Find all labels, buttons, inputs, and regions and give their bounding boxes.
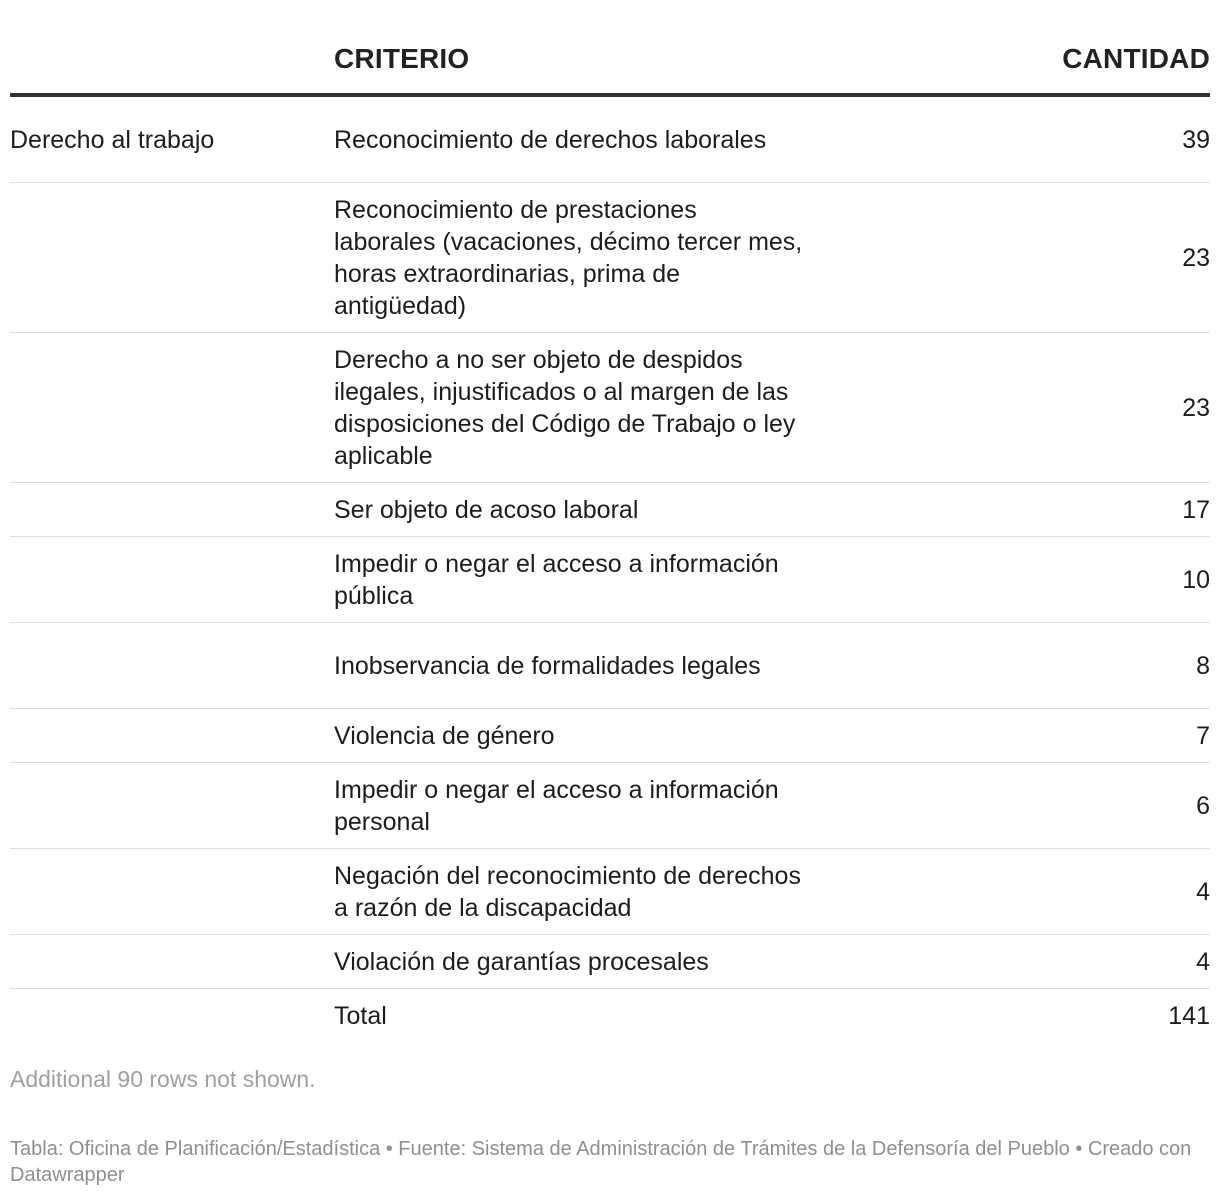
row-criterio: Derecho a no ser objeto de despidos ilegales, injustificados o al margen de las disposiciones del Código de Trabajo o ley aplicable [334,345,796,470]
row-cantidad: 6 [1196,791,1210,820]
table-row [10,183,1210,333]
row-criterio: Impedir o negar el acceso a información personal [334,775,779,836]
row-criterio: Reconocimiento de derechos laborales [334,125,767,154]
row-criterio: Violación de garantías procesales [334,947,709,976]
row-cantidad: 141 [1168,1002,1210,1030]
row-criterio: Total [334,1002,387,1030]
table-row [10,849,1210,935]
table-row [10,763,1210,849]
row-criterio: Impedir o negar el acceso a información pública [334,549,779,610]
row-criterio: Inobservancia de formalidades legales [334,651,761,680]
row-criterio: Violencia de género [334,721,555,750]
table-row [10,623,1210,709]
row-cantidad: 23 [1182,393,1210,422]
table-row [10,709,1210,763]
row-criterio: Reconocimiento de prestaciones laborales (vacaciones, décimo tercer mes, horas extraordinarias, prima de antigüedad) [334,195,803,320]
row-cantidad: 39 [1182,125,1210,154]
row-cantidad: 8 [1196,651,1210,680]
rows-hidden-note: Additional 90 rows not shown. [10,1066,316,1092]
row-cantidad: 4 [1196,877,1210,906]
table-row [10,989,1210,1043]
table-body [10,97,1210,1043]
header-cantidad[interactable]: CANTIDAD [1062,43,1210,74]
row-cantidad: 23 [1182,243,1210,272]
table-row [10,537,1210,623]
row-cantidad: 17 [1182,495,1210,524]
row-cantidad: 10 [1182,565,1210,594]
table-header [10,0,1210,97]
table-row [10,935,1210,989]
row-criterio: Negación del reconocimiento de derechos a razón de la discapacidad [334,861,801,922]
table-row [10,483,1210,537]
row-cantidad: 7 [1196,721,1210,750]
row-criterio: Ser objeto de acoso laboral [334,495,639,524]
header-criterio[interactable]: CRITERIO [334,43,470,74]
data-table [10,0,1210,1043]
table-row [10,333,1210,483]
table-row [10,97,1210,183]
row-group-label: Derecho al trabajo [10,125,215,154]
source-footer: Tabla: Oficina de Planificación/Estadística • Fuente: Sistema de Administración de Trámites de la Defensoría del Pueblo • Creado con Datawrapper [10,1138,1192,1186]
row-cantidad: 4 [1196,947,1210,976]
